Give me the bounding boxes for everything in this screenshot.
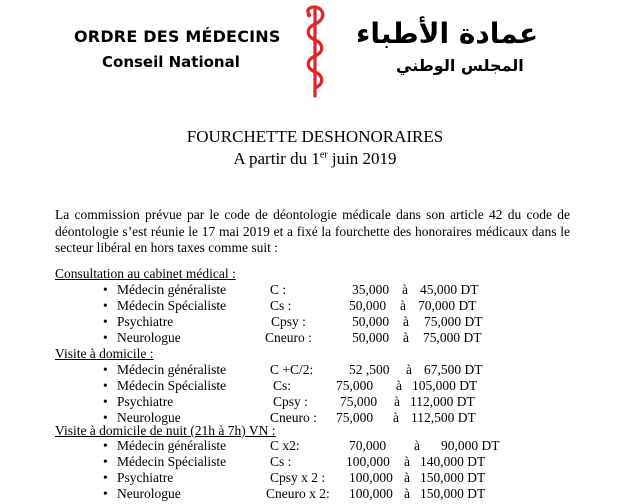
- row-code: Cneuro x 2:: [266, 486, 330, 501]
- document-title: FOURCHETTE DESHONORAIRES: [186, 127, 444, 146]
- row-name: Psychiatre: [117, 314, 174, 329]
- table-row: [0, 486, 630, 502]
- bullet-icon: •: [103, 454, 108, 469]
- row-name: Neurologue: [117, 486, 181, 501]
- row-name: Neurologue: [117, 330, 181, 345]
- row-code: Cneuro :: [270, 410, 317, 425]
- row-sep: à: [403, 330, 409, 345]
- bullet-icon: •: [103, 394, 108, 409]
- row-max: 150,000 DT: [420, 486, 486, 501]
- row-min: 50,000: [352, 314, 390, 329]
- bullet-icon: •: [103, 410, 108, 425]
- bullet-icon: •: [103, 314, 108, 329]
- row-sep: à: [403, 314, 409, 329]
- table-row: [0, 394, 630, 410]
- table-row: [0, 330, 630, 346]
- row-min: 75,000: [336, 410, 374, 425]
- table-row: [0, 362, 630, 378]
- table-row: [0, 282, 630, 298]
- row-code: Cs :: [270, 454, 292, 469]
- row-name: Médecin généraliste: [117, 282, 227, 297]
- row-sep: à: [404, 470, 410, 485]
- document-date: [0, 149, 630, 169]
- table-row: [0, 470, 630, 486]
- row-min: 100,000: [349, 470, 393, 485]
- row-code: Cpsy :: [271, 314, 306, 329]
- table-row: [0, 454, 630, 470]
- row-max: 75,000 DT: [424, 314, 483, 329]
- date-prefix: A partir du 1: [233, 149, 320, 168]
- row-sep: à: [400, 298, 406, 313]
- row-code: Cneuro :: [265, 330, 312, 345]
- row-name: Médecin Spécialiste: [117, 378, 227, 393]
- row-max: 105,000 DT: [412, 378, 478, 393]
- row-min: 100,000: [349, 486, 393, 501]
- row-sep: à: [393, 410, 399, 425]
- row-code: C x2:: [270, 438, 300, 453]
- row-name: Médecin généraliste: [117, 438, 227, 453]
- row-max: 140,000 DT: [420, 454, 486, 469]
- org-name-fr: ORDRE DES MÉDECINS: [74, 27, 281, 46]
- bullet-icon: •: [103, 486, 108, 501]
- row-min: 75,000: [336, 378, 374, 393]
- bullet-icon: •: [103, 362, 108, 377]
- row-max: 45,000 DT: [420, 282, 479, 297]
- section-heading-visite-nuit: Visite à domicile de nuit (21h à 7h) VN :: [55, 423, 276, 438]
- row-max: 75,000 DT: [423, 330, 482, 345]
- table-row: [0, 438, 630, 454]
- row-name: Neurologue: [117, 410, 181, 425]
- row-name: Psychiatre: [117, 394, 174, 409]
- row-max: 112,000 DT: [410, 394, 475, 409]
- org-subtitle-fr: Conseil National: [102, 53, 240, 71]
- row-max: 150,000 DT: [420, 470, 486, 485]
- caduceus-icon: [300, 4, 330, 105]
- row-max: 112,500 DT: [411, 410, 476, 425]
- row-max: 67,500 DT: [424, 362, 483, 377]
- row-sep: à: [406, 362, 412, 377]
- intro-paragraph: La commission prévue par le code de déontologie médicale dans son article 42 du code de déontologie s’est réunie le 17 mai 2019 et a fixé la fourchette des honoraires médicaux dans le secteur libéral en hors taxes comme suit :: [55, 207, 570, 255]
- table-row: [0, 378, 630, 394]
- org-name-ar: عمادة الأطباء: [356, 17, 539, 50]
- bullet-icon: •: [103, 282, 108, 297]
- row-sep: à: [404, 454, 410, 469]
- row-name: Médecin Spécialiste: [117, 298, 227, 313]
- row-code: Cs :: [270, 298, 292, 313]
- row-min: 35,000: [352, 282, 390, 297]
- row-min: 52 ,500: [349, 362, 390, 377]
- row-code: C +C/2:: [270, 362, 314, 377]
- bullet-icon: •: [103, 298, 108, 313]
- row-min: 70,000: [349, 438, 387, 453]
- row-sep: à: [402, 282, 408, 297]
- row-code: Cpsy :: [273, 394, 308, 409]
- date-suffix: juin 2019: [327, 149, 397, 168]
- row-sep: à: [414, 438, 420, 453]
- table-row: [0, 298, 630, 314]
- row-max: 70,000 DT: [418, 298, 477, 313]
- row-name: Médecin généraliste: [117, 362, 227, 377]
- row-min: 50,000: [349, 298, 387, 313]
- date-ordinal: er: [319, 149, 328, 161]
- row-sep: à: [396, 378, 402, 393]
- row-code: C :: [270, 282, 287, 297]
- row-min: 75,000: [340, 394, 378, 409]
- section-heading-visite: Visite à domicile :: [55, 346, 154, 361]
- bullet-icon: •: [103, 438, 108, 453]
- row-min: 100,000: [346, 454, 390, 469]
- org-subtitle-ar: المجلس الوطني: [396, 56, 524, 75]
- row-name: Médecin Spécialiste: [117, 454, 227, 469]
- bullet-icon: •: [103, 330, 108, 345]
- row-min: 50,000: [352, 330, 390, 345]
- row-max: 90,000 DT: [441, 438, 500, 453]
- bullet-icon: •: [103, 470, 108, 485]
- table-row: [0, 314, 630, 330]
- row-code: Cpsy x 2 :: [270, 470, 326, 485]
- bullet-icon: •: [103, 378, 108, 393]
- row-code: Cs:: [273, 378, 292, 393]
- row-name: Psychiatre: [117, 470, 174, 485]
- row-sep: à: [394, 394, 400, 409]
- row-sep: à: [404, 486, 410, 501]
- section-heading-consultation: Consultation au cabinet médical :: [55, 266, 236, 281]
